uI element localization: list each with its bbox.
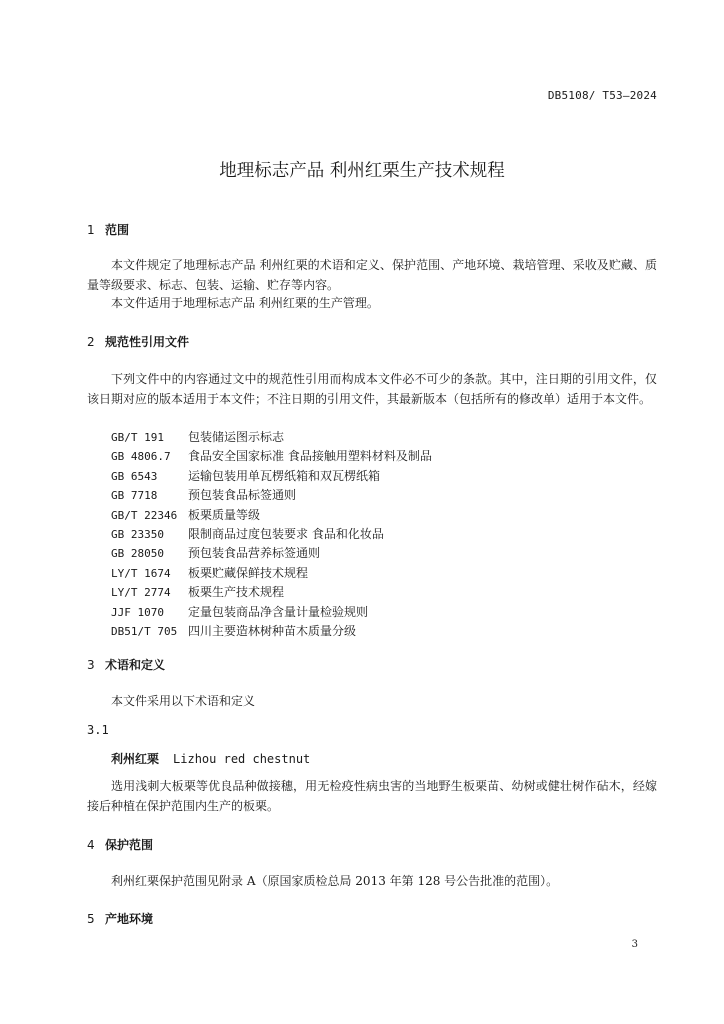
references-intro-paragraph: 下列文件中的内容通过文中的规范性引用而构成本文件必不可少的条款。其中，注日期的引用文件，仅该日期对应的版本适用于本文件；不注日期的引用文件，其最新版本（包括所有的修改单）适用于本文件。 bbox=[87, 372, 657, 406]
section-title: 规范性引用文件 bbox=[105, 335, 190, 349]
section-title: 术语和定义 bbox=[105, 658, 166, 672]
subsection-number: 3.1 bbox=[87, 723, 109, 737]
reference-name: 限制商品过度包装要求 食品和化妆品 bbox=[188, 526, 384, 541]
terms-intro-paragraph: 本文件采用以下术语和定义 bbox=[111, 694, 256, 708]
list-item bbox=[111, 486, 432, 505]
reference-name: 预包装食品标签通则 bbox=[188, 488, 297, 503]
list-item bbox=[111, 583, 432, 602]
protection-scope-paragraph: 利州红栗保护范围见附录 A（原国家质检总局 2013 年第 128 号公告批准的范围）。 bbox=[111, 874, 559, 888]
page-number: 3 bbox=[631, 939, 638, 950]
section-title: 范围 bbox=[105, 223, 130, 237]
reference-name: 板栗质量等级 bbox=[188, 507, 261, 522]
section-title: 产地环境 bbox=[105, 912, 154, 926]
section-heading-scope bbox=[87, 221, 129, 238]
list-item bbox=[111, 506, 432, 525]
term-english: Lizhou red chestnut bbox=[173, 752, 311, 766]
list-item bbox=[111, 447, 432, 466]
document-title: 地理标志产品 利州红栗生产技术规程 bbox=[219, 161, 505, 181]
reference-name: 板栗贮藏保鲜技术规程 bbox=[188, 565, 309, 580]
reference-code: GB 28050 bbox=[111, 547, 164, 561]
section-heading-environment bbox=[87, 910, 153, 927]
section-heading-normative-references bbox=[87, 333, 189, 350]
term-entry bbox=[111, 750, 310, 767]
reference-name: 板栗生产技术规程 bbox=[188, 585, 285, 600]
list-item bbox=[111, 603, 432, 622]
reference-name: 预包装食品营养标签通则 bbox=[188, 546, 321, 561]
section-number: 1 bbox=[87, 223, 95, 237]
reference-code: DB51/T 705 bbox=[111, 624, 178, 638]
scope-paragraph-1: 本文件规定了地理标志产品 利州红栗的术语和定义、保护范围、产地环境、栽培管理、采收及贮藏、质量等级要求、标志、包装、运输、贮存等内容。 bbox=[87, 258, 657, 292]
list-item bbox=[111, 428, 432, 447]
section-heading-terms bbox=[87, 656, 165, 673]
reference-code: GB 4806.7 bbox=[111, 450, 171, 464]
reference-name: 食品安全国家标准 食品接触用塑料材料及制品 bbox=[188, 449, 432, 464]
standard-code: DB5108/ T53—2024 bbox=[547, 89, 657, 102]
section-title: 保护范围 bbox=[105, 838, 154, 852]
reference-code: GB/T 22346 bbox=[111, 508, 178, 522]
reference-code: GB/T 191 bbox=[111, 431, 164, 444]
section-number: 5 bbox=[87, 912, 95, 926]
list-item bbox=[111, 525, 432, 544]
reference-list bbox=[111, 428, 432, 641]
reference-name: 四川主要造林树种苗木质量分级 bbox=[188, 623, 357, 638]
list-item bbox=[111, 544, 432, 563]
list-item bbox=[111, 622, 432, 641]
reference-name: 运输包装用单瓦楞纸箱和双瓦楞纸箱 bbox=[188, 468, 381, 483]
reference-code: GB 6543 bbox=[111, 469, 158, 483]
section-number: 2 bbox=[87, 335, 95, 349]
reference-code: JJF 1070 bbox=[111, 605, 164, 619]
section-heading-protection-scope bbox=[87, 836, 153, 853]
list-item bbox=[111, 467, 432, 486]
reference-code: GB 23350 bbox=[111, 527, 164, 541]
scope-paragraph-2: 本文件适用于地理标志产品 利州红栗的生产管理。 bbox=[111, 296, 379, 310]
section-number: 4 bbox=[87, 838, 95, 852]
reference-code: LY/T 1674 bbox=[111, 566, 171, 580]
term-chinese: 利州红栗 bbox=[111, 752, 160, 766]
reference-code: LY/T 2774 bbox=[111, 586, 171, 600]
reference-name: 定量包装商品净含量计量检验规则 bbox=[188, 604, 369, 619]
reference-code: GB 7718 bbox=[111, 489, 158, 503]
reference-name: 包装储运图示标志 bbox=[188, 430, 285, 444]
term-definition: 选用浅刺大板栗等优良品种做接穗，用无检疫性病虫害的当地野生板栗苗、幼树或健壮树作砧木，经嫁接后种植在保护范围内生产的板栗。 bbox=[87, 779, 657, 813]
list-item bbox=[111, 564, 432, 583]
section-number: 3 bbox=[87, 658, 95, 672]
